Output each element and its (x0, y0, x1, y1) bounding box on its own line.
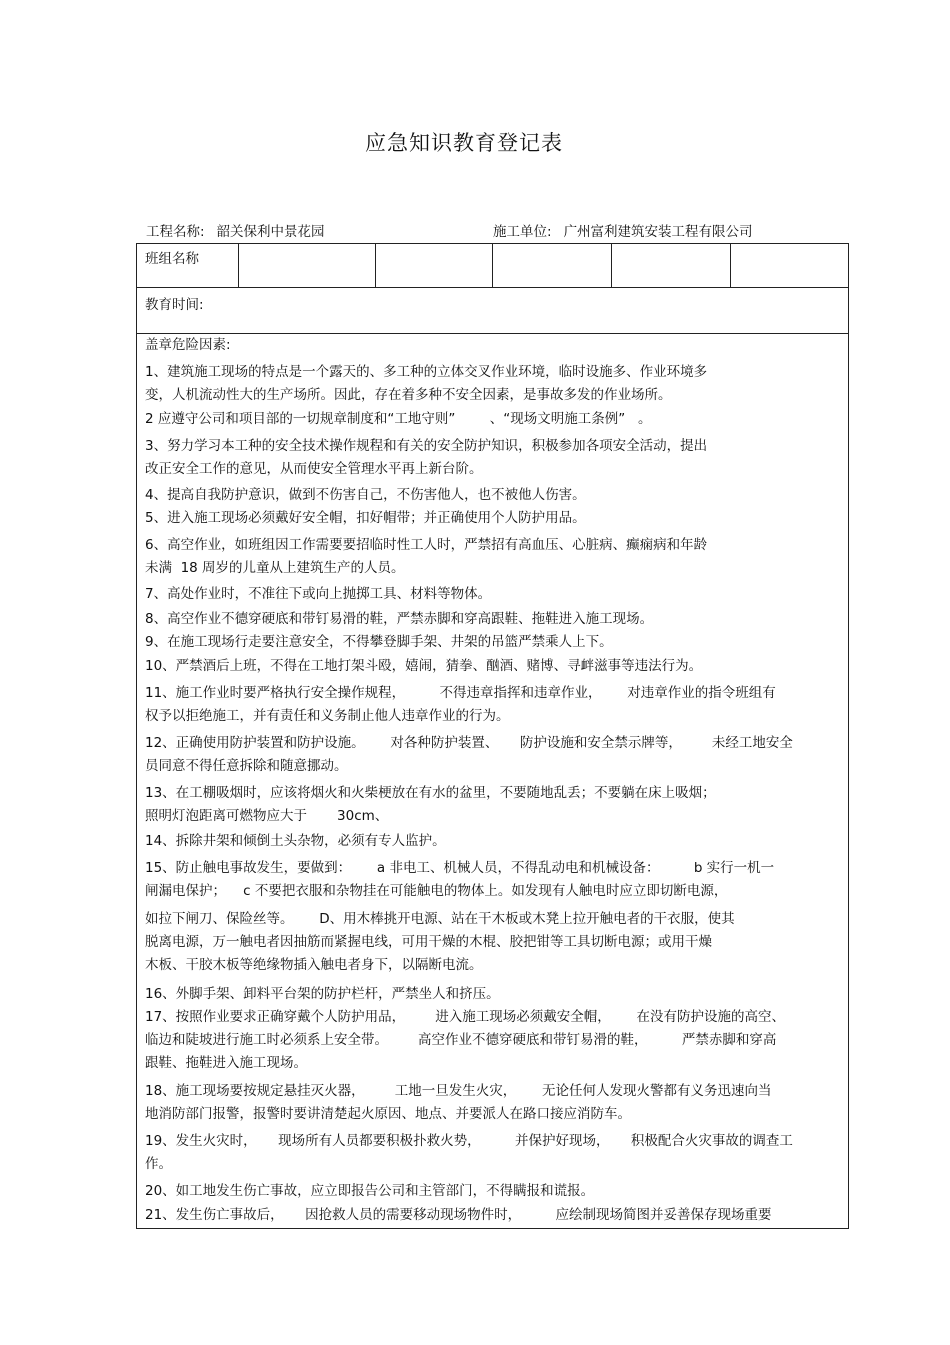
hazard-line: 如拉下闸刀、保险丝等。 D、用木棒挑开电源、站在干木板或木凳上拉开触电者的干衣服，使其 (145, 911, 735, 927)
hazard-line: 地消防部门报警，报警时要讲清楚起火原因、地点、并要派人在路口接应消防车。 (145, 1106, 631, 1122)
hazard-line: 改正安全工作的意见，从而使安全管理水平再上新台阶。 (145, 461, 483, 477)
hazard-line: 8、高空作业不德穿硬底和带钉易滑的鞋，严禁赤脚和穿高跟鞋、拖鞋进入施工现场。 (145, 611, 654, 627)
contractor-info (493, 220, 753, 240)
hazard-line: 临边和陡坡进行施工时必须系上安全带。 高空作业不德穿硬底和带钉易滑的鞋， 严禁赤脚和穿高 (145, 1032, 777, 1048)
hazard-line: 6、高空作业，如班组因工作需要要招临时性工人时，严禁招有高血压、心脏病、癫痫病和年龄 (145, 537, 708, 553)
hazard-line: 员同意不得任意拆除和随意挪动。 (145, 758, 348, 774)
time-row (137, 288, 848, 334)
contractor-value: 广州富利建筑安装工程有限公司 (563, 224, 753, 240)
hazard-line: 闸漏电保护； c 不要把衣服和杂物挂在可能触电的物体上。如发现有人触电时应立即切断电源， (145, 883, 728, 899)
team-label-cell (137, 244, 239, 287)
hazard-line: 12、正确使用防护装置和防护设施。 对各种防护装置、 防护设施和安全禁示牌等， 未经工地安全 (145, 735, 793, 751)
hazard-line: 14、拆除井架和倾倒土头杂物，必须有专人监护。 (145, 833, 446, 849)
team-cell-4 (612, 244, 731, 287)
page-title: 应急知识教育登记表 (365, 131, 563, 155)
hazard-line: 17、按照作业要求正确穿戴个人防护用品， 进入施工现场必须戴安全帽， 在没有防护设施的高空、 (145, 1009, 785, 1025)
hazard-line: 11、施工作业时要严格执行安全操作规程， 不得违章指挥和违章作业， 对违章作业的指令班组有 (145, 685, 776, 701)
hazard-line: 1、建筑施工现场的特点是一个露天的、多工种的立体交叉作业环境，临时设施多、作业环境多 (145, 364, 708, 380)
project-value: 韶关保利中景花园 (216, 224, 325, 240)
hazard-line: 脱离电源，万一触电者因抽筋而紧握电线，可用干燥的木棍、胶把钳等工具切断电源；或用干燥 (145, 934, 712, 950)
hazard-line: 3、努力学习本工种的安全技术操作规程和有关的安全防护知识，积极参加各项安全活动，提出 (145, 438, 708, 454)
team-cell-3 (493, 244, 612, 287)
hazard-line: 5、进入施工现场必须戴好安全帽，扣好帽带；并正确使用个人防护用品。 (145, 510, 586, 526)
hazard-line: 16、外脚手架、卸料平台架的防护栏杆，严禁坐人和挤压。 (145, 986, 500, 1002)
hazard-line: 15、防止触电事故发生，要做到： a 非电工、机械人员，不得乱动电和机械设备： b 实行一机一 (145, 860, 775, 876)
hazard-line: 跟鞋、拖鞋进入施工现场。 (145, 1055, 307, 1071)
hazard-line: 4、提高自我防护意识，做到不伤害自己，不伤害他人，也不被他人伤害。 (145, 487, 586, 503)
hazard-line: 作。 (145, 1156, 172, 1172)
team-label: 班组名称 (145, 251, 199, 267)
hazard-line: 2 应遵守公司和项目部的一切规章制度和“工地守则” 、“现场文明施工条例” 。 (145, 411, 652, 427)
hazard-line: 7、高处作业时，不准往下或向上抛掷工具、材料等物体。 (145, 586, 492, 602)
team-cell-1 (239, 244, 376, 287)
hazard-line: 照明灯泡距离可燃物应大于 30cm、 (145, 808, 389, 824)
team-row (137, 244, 848, 288)
hazard-line: 变，人机流动性大的生产场所。因此，存在着多种不安全因素，是事故多发的作业场所。 (145, 387, 672, 403)
team-cell-2 (376, 244, 493, 287)
hazard-line: 18、施工现场要按规定悬挂灭火器， 工地一旦发生火灾， 无论任何人发现火警都有义务迅速向当 (145, 1083, 772, 1099)
contractor-label: 施工单位: (493, 224, 552, 240)
hazard-line: 10、严禁酒后上班，不得在工地打架斗殴，嬉闹，猜拳、酗酒、赌博、寻衅滋事等违法行为。 (145, 658, 703, 674)
team-cell-5 (731, 244, 849, 287)
project-label: 工程名称: (146, 224, 205, 240)
time-label: 教育时间: (145, 297, 204, 313)
hazard-line: 13、在工棚吸烟时，应该将烟火和火柴梗放在有水的盆里，不要随地乱丢；不要躺在床上吸烟； (145, 785, 716, 801)
hazard-line: 木板、干胶木板等绝缘物插入触电者身下，以隔断电流。 (145, 957, 483, 973)
registration-table (136, 243, 849, 1229)
hazard-line: 21、发生伤亡事故后， 因抢救人员的需要移动现场物件时， 应绘制现场简图并妥善保存现场重要 (145, 1207, 772, 1223)
hazard-line: 20、如工地发生伤亡事故，应立即报告公司和主管部门，不得瞒报和谎报。 (145, 1183, 595, 1199)
hazard-line: 9、在施工现场行走要注意安全，不得攀登脚手架、井架的吊篮严禁乘人上下。 (145, 634, 613, 650)
hazard-line: 19、发生火灾时， 现场所有人员都要积极扑救火势， 并保护好现场， 积极配合火灾事故的调查工 (145, 1133, 793, 1149)
project-info (146, 220, 325, 240)
hazard-line: 未满 18 周岁的儿童从上建筑生产的人员。 (145, 560, 405, 576)
hazards-label: 盖章危险因素: (145, 337, 231, 353)
hazard-line: 权予以拒绝施工，并有责任和义务制止他人违章作业的行为。 (145, 708, 510, 724)
